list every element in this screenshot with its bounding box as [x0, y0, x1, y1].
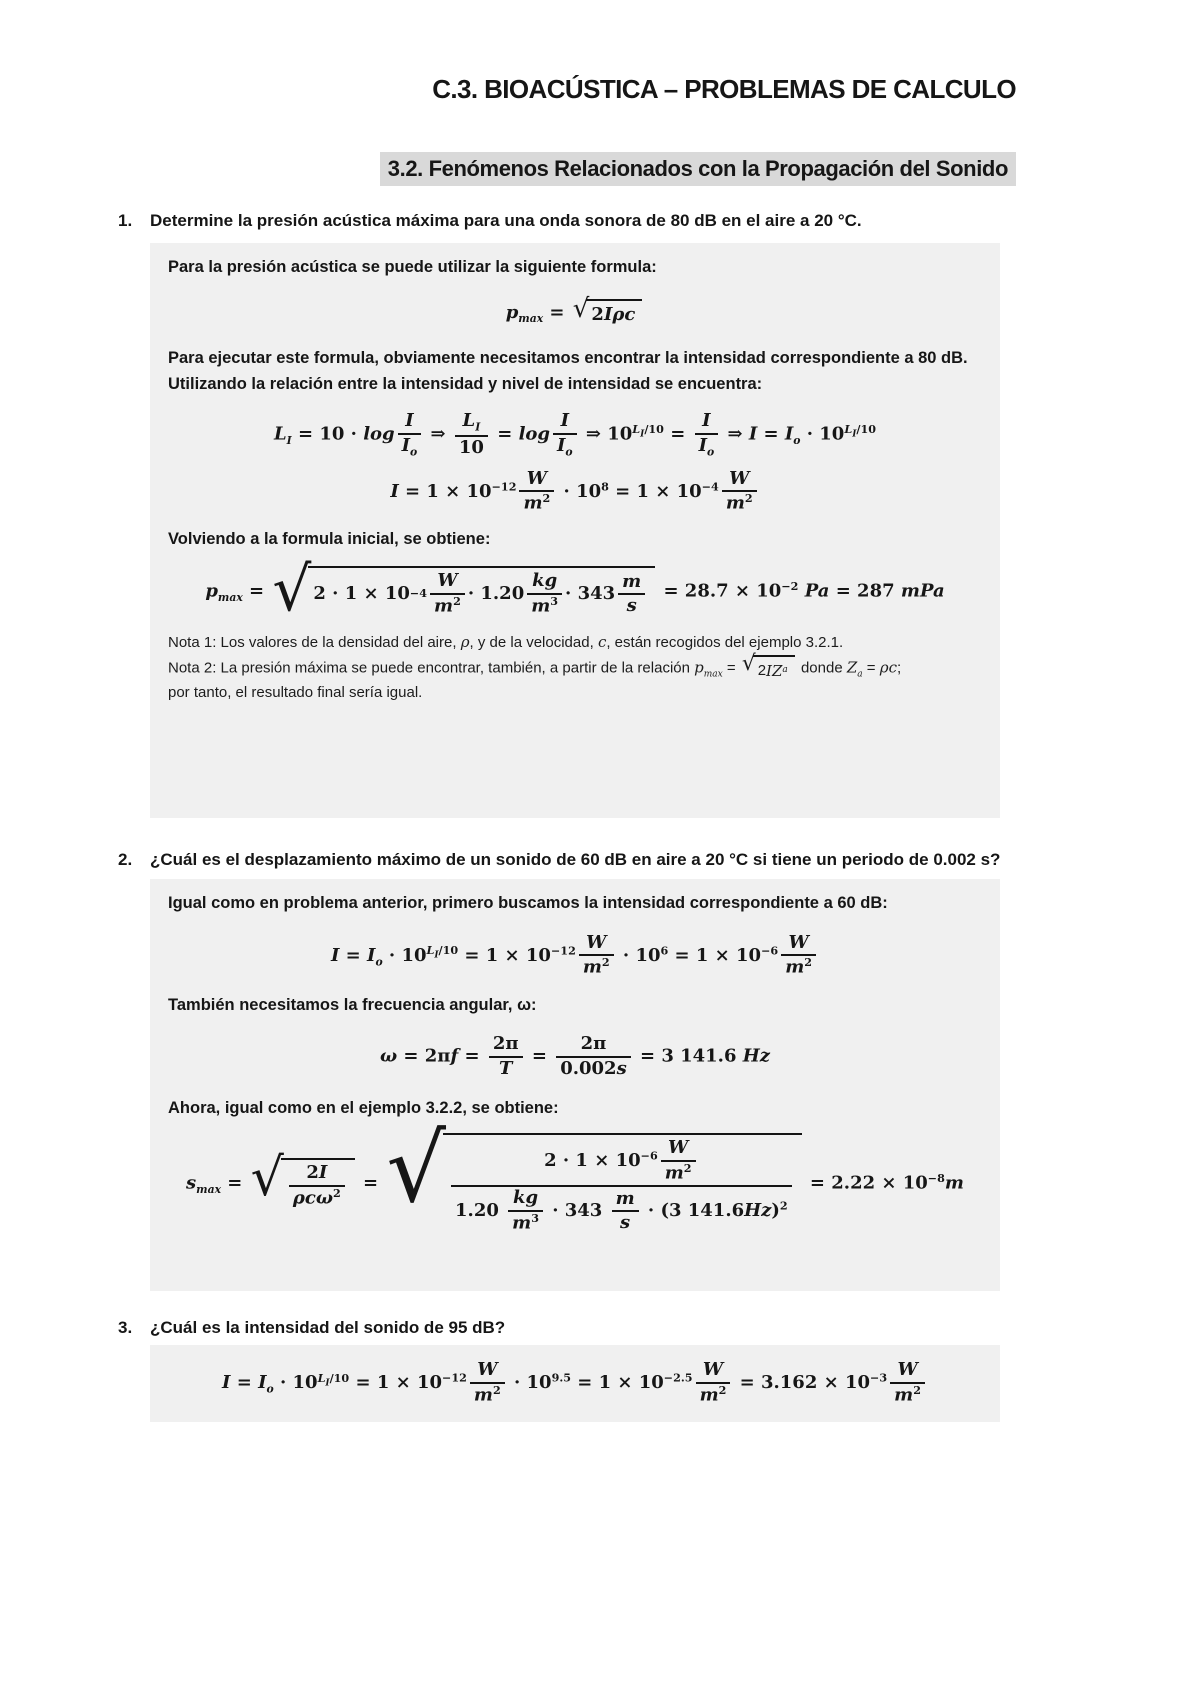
problem-3 [118, 1317, 1030, 1340]
solution-1-paragraph-2: Para ejecutar este formula, obviamente necesitamos encontrar la intensidad correspondiente a 80 dB. Utilizando la relación entre la intensidad y nivel de intensidad se encuentra: [168, 349, 968, 393]
solution-box-2 [150, 879, 1000, 1291]
solution-2-paragraph-1: Igual como en problema anterior, primero buscamos la intensidad correspondiente a 60 dB: [168, 894, 888, 912]
document-title: C.3. BIOACÚSTICA – PROBLEMAS DE CALCULO [432, 74, 1016, 104]
nota-2-line-2: por tanto, el resultado final sería igual. [168, 684, 423, 702]
formula-intensity-95db: $I = I_o \cdot 10^{L_I/10} = 1 \times 10^{-12}$ $\frac{W}{m^2}$ · $10^{9.5} = 1 \times 10^{-2.5}$ $\frac{W}{m^2}$ = $3.162 \times 10^{-3}$ $\frac{W}{m^2}$ [222, 1360, 928, 1406]
problem-2-statement: ¿Cuál es el desplazamiento máximo de un sonido de 60 dB en aire a 20 °C si tiene un periodo de 0.002 s? [150, 850, 1001, 869]
problem-3-number: 3. [118, 1318, 133, 1337]
section-heading: 3.2. Fenómenos Relacionados con la Propagación del Sonido [380, 152, 1016, 186]
formula-smax-calculation: $s_{max}$ = √ $\frac{2I}{\rho c\omega^2}$ = √ $2 \cdot 1 \times 10^{-6}$ $\frac{W}{m^2}$ 1.20 $\frac{kg}{m^3}$ · 343 $\frac{m}{s}$ · (3 141.6Hz)$^2$ = $2.22 \times 10^{-8}m$ [186, 1115, 964, 1234]
problem-1-statement: Determine la presión acústica máxima para una onda sonora de 80 dB en el aire a 20 °C. [150, 211, 862, 230]
formula-angular-frequency: ω = 2πf = $\frac{2\pi}{T}$ = $\frac{2\pi}{0.002s}$ = 3 141.6 Hz [380, 1033, 770, 1079]
solution-1-paragraph-3: Volviendo a la formula inicial, se obtiene: [168, 529, 491, 548]
formula-intensity-80db: $I = 1 \times 10^{-12}$ $\frac{W}{m^2}$ · $10^8 = 1 \times 10^{-4}$ $\frac{W}{m^2}$ [168, 469, 982, 515]
formula-pmax-definition: $p_{max}$ = √ 2 Iρc [168, 299, 982, 327]
problem-1-number: 1. [118, 211, 133, 230]
solution-box-3 [150, 1345, 1000, 1422]
solution-box-1 [150, 243, 1000, 818]
problem-2 [118, 849, 1030, 872]
problem-3-statement: ¿Cuál es la intensidad del sonido de 95 dB? [150, 1318, 506, 1337]
problem-1 [118, 210, 1030, 233]
nota-2-line-1: Nota 2: La presión máxima se puede encontrar, también, a partir de la relación $p_{max}$ = √ 2 IZ a donde $Z_a = \rho c$; [168, 655, 982, 683]
solution-2-paragraph-2: También necesitamos la frecuencia angular, ω: [168, 995, 537, 1014]
formula-intensity-level-relation: $L_I = 10 \cdot \log$ $\frac{I}{I_o}$ ⇒ $\frac{L_I}{10}$ = log $\frac{I}{I_o}$ ⇒ $10^{L_I/10}$ = $\frac{I}{I_o}$ ⇒ $I = I_o \cdot 10^{L_I/10}$ [274, 410, 876, 459]
nota-1: Nota 1: Los valores de la densidad del aire, ρ, y de la velocidad, c, están recogidos del ejemplo 3.2.1. [168, 633, 844, 652]
solution-1-paragraph-1: Para la presión acústica se puede utilizar la siguiente formula: [168, 258, 657, 276]
problem-2-number: 2. [118, 850, 133, 869]
formula-pmax-calculation: $p_{max}$ = √ 2 · 1 × 10 −4 $\frac{W}{m^2}$ · 1.20 $\frac{kg}{m^3}$ · 343 $\frac{m}{s}$ = $28.7 \times 10^{-2}$ Pa = 287 mPa [205, 554, 945, 626]
formula-intensity-60db: $I = I_o \cdot 10^{L_I/10} = 1 \times 10^{-12}$ $\frac{W}{m^2}$ · $10^6 = 1 \times 10^{-6}$ $\frac{W}{m^2}$ [168, 933, 982, 979]
solution-2-paragraph-3: Ahora, igual como en el ejemplo 3.2.2, se obtiene: [168, 1098, 559, 1117]
